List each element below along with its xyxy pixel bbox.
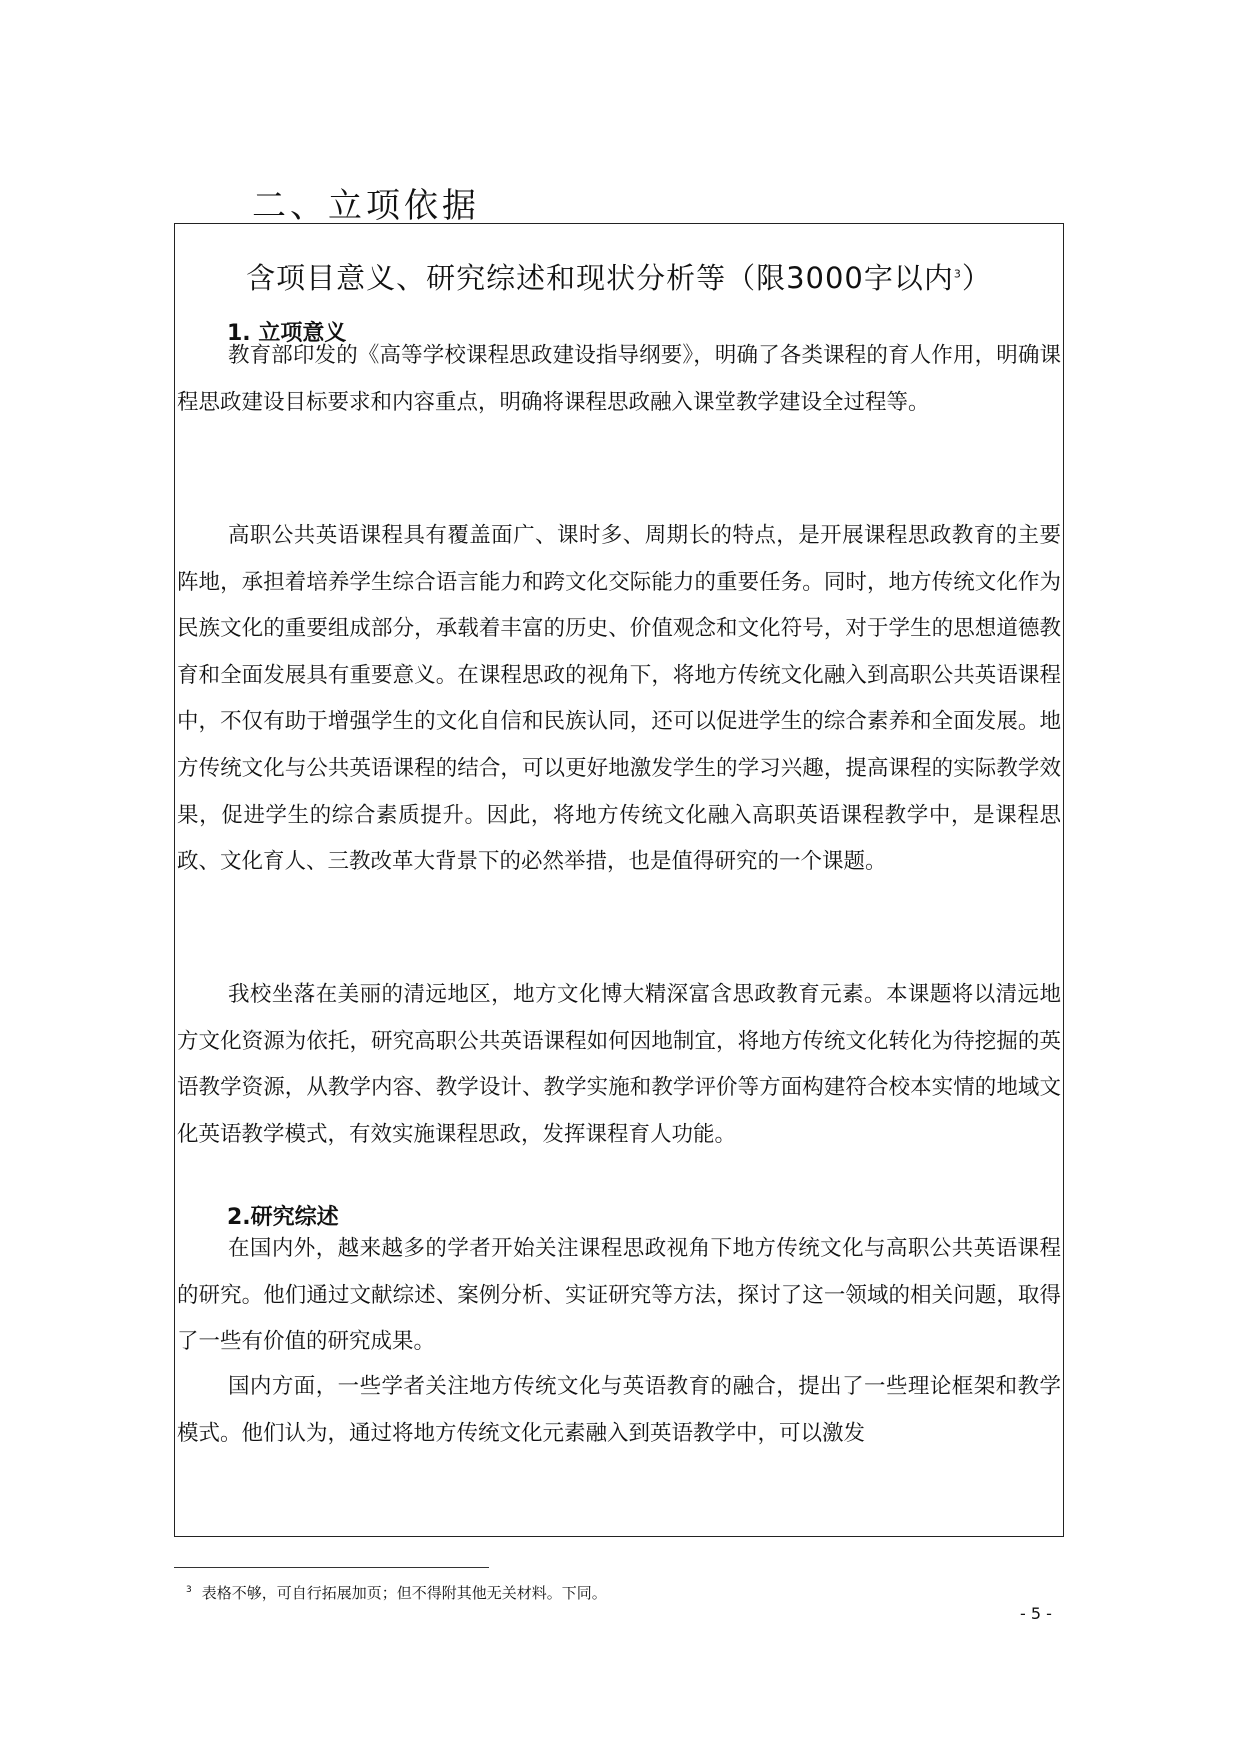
box-heading-close: ） [961, 261, 992, 295]
subheading-review: 2.研究综述 [227, 1205, 339, 1230]
content-box [174, 223, 1064, 1537]
paragraph-1: 教育部印发的《高等学校课程思政建设指导纲要》，明确了各类课程的育人作用，明确课程思政建设目标要求和内容重点，明确将课程思政融入课堂教学建设全过程等。 [177, 343, 1061, 415]
paragraph-3: 我校坐落在美丽的清远地区，地方文化博大精深富含思政教育元素。本课题将以清远地方文化资源为依托，研究高职公共英语课程如何因地制宜，将地方传统文化转化为待挖掘的英语教学资源，从教学内容、教学设计、教学实施和教学评价等方面构建符合校本实情的地域文化英语教学模式，有效实施课程思政，发挥课程育人功能。 [177, 982, 1061, 1147]
paragraph-2: 高职公共英语课程具有覆盖面广、课时多、周期长的特点，是开展课程思政教育的主要阵地，承担着培养学生综合语言能力和跨文化交际能力的重要任务。同时，地方传统文化作为民族文化的重要组成部分，承载着丰富的历史、价值观念和文化符号，对于学生的思想道德教育和全面发展具有重要意义。在课程思政的视角下，将地方传统文化融入到高职公共英语课程中，不仅有助于增强学生的文化自信和民族认同，还可以促进学生的综合素养和全面发展。地方传统文化与公共英语课程的结合，可以更好地激发学生的学习兴趣，提高课程的实际教学效果，促进学生的综合素质提升。因此，将地方传统文化融入高职英语课程教学中，是课程思政、文化育人、三教改革大背景下的必然举措，也是值得研究的一个课题。 [177, 523, 1061, 875]
footnote-text: 表格不够，可自行拓展加页；但不得附其他无关材料。下同。 [201, 1584, 607, 1602]
page-number: - 5 - [1020, 1604, 1052, 1623]
paragraph-4: 在国内外，越来越多的学者开始关注课程思政视角下地方传统文化与高职公共英语课程的研究。他们通过文献综述、案例分析、实证研究等方法，探讨了这一领域的相关问题，取得了一些有价值的研究成果。 [177, 1236, 1061, 1355]
footnote-ref: 3 [953, 267, 962, 281]
subheading-significance: 1. 立项意义 [227, 321, 347, 346]
box-heading [175, 256, 1063, 297]
footnote-divider [174, 1567, 489, 1568]
box-heading-text: 含项目意义、研究综述和现状分析等（限3000字以内 [246, 261, 954, 295]
footnote [186, 1582, 607, 1603]
paragraph-5: 国内方面，一些学者关注地方传统文化与英语教育的融合，提出了一些理论框架和教学模式。他们认为，通过将地方传统文化元素融入到英语教学中，可以激发 [177, 1374, 1061, 1446]
footnote-mark: 3 [186, 1585, 192, 1595]
section-title: 二、立项依据 [252, 186, 480, 226]
